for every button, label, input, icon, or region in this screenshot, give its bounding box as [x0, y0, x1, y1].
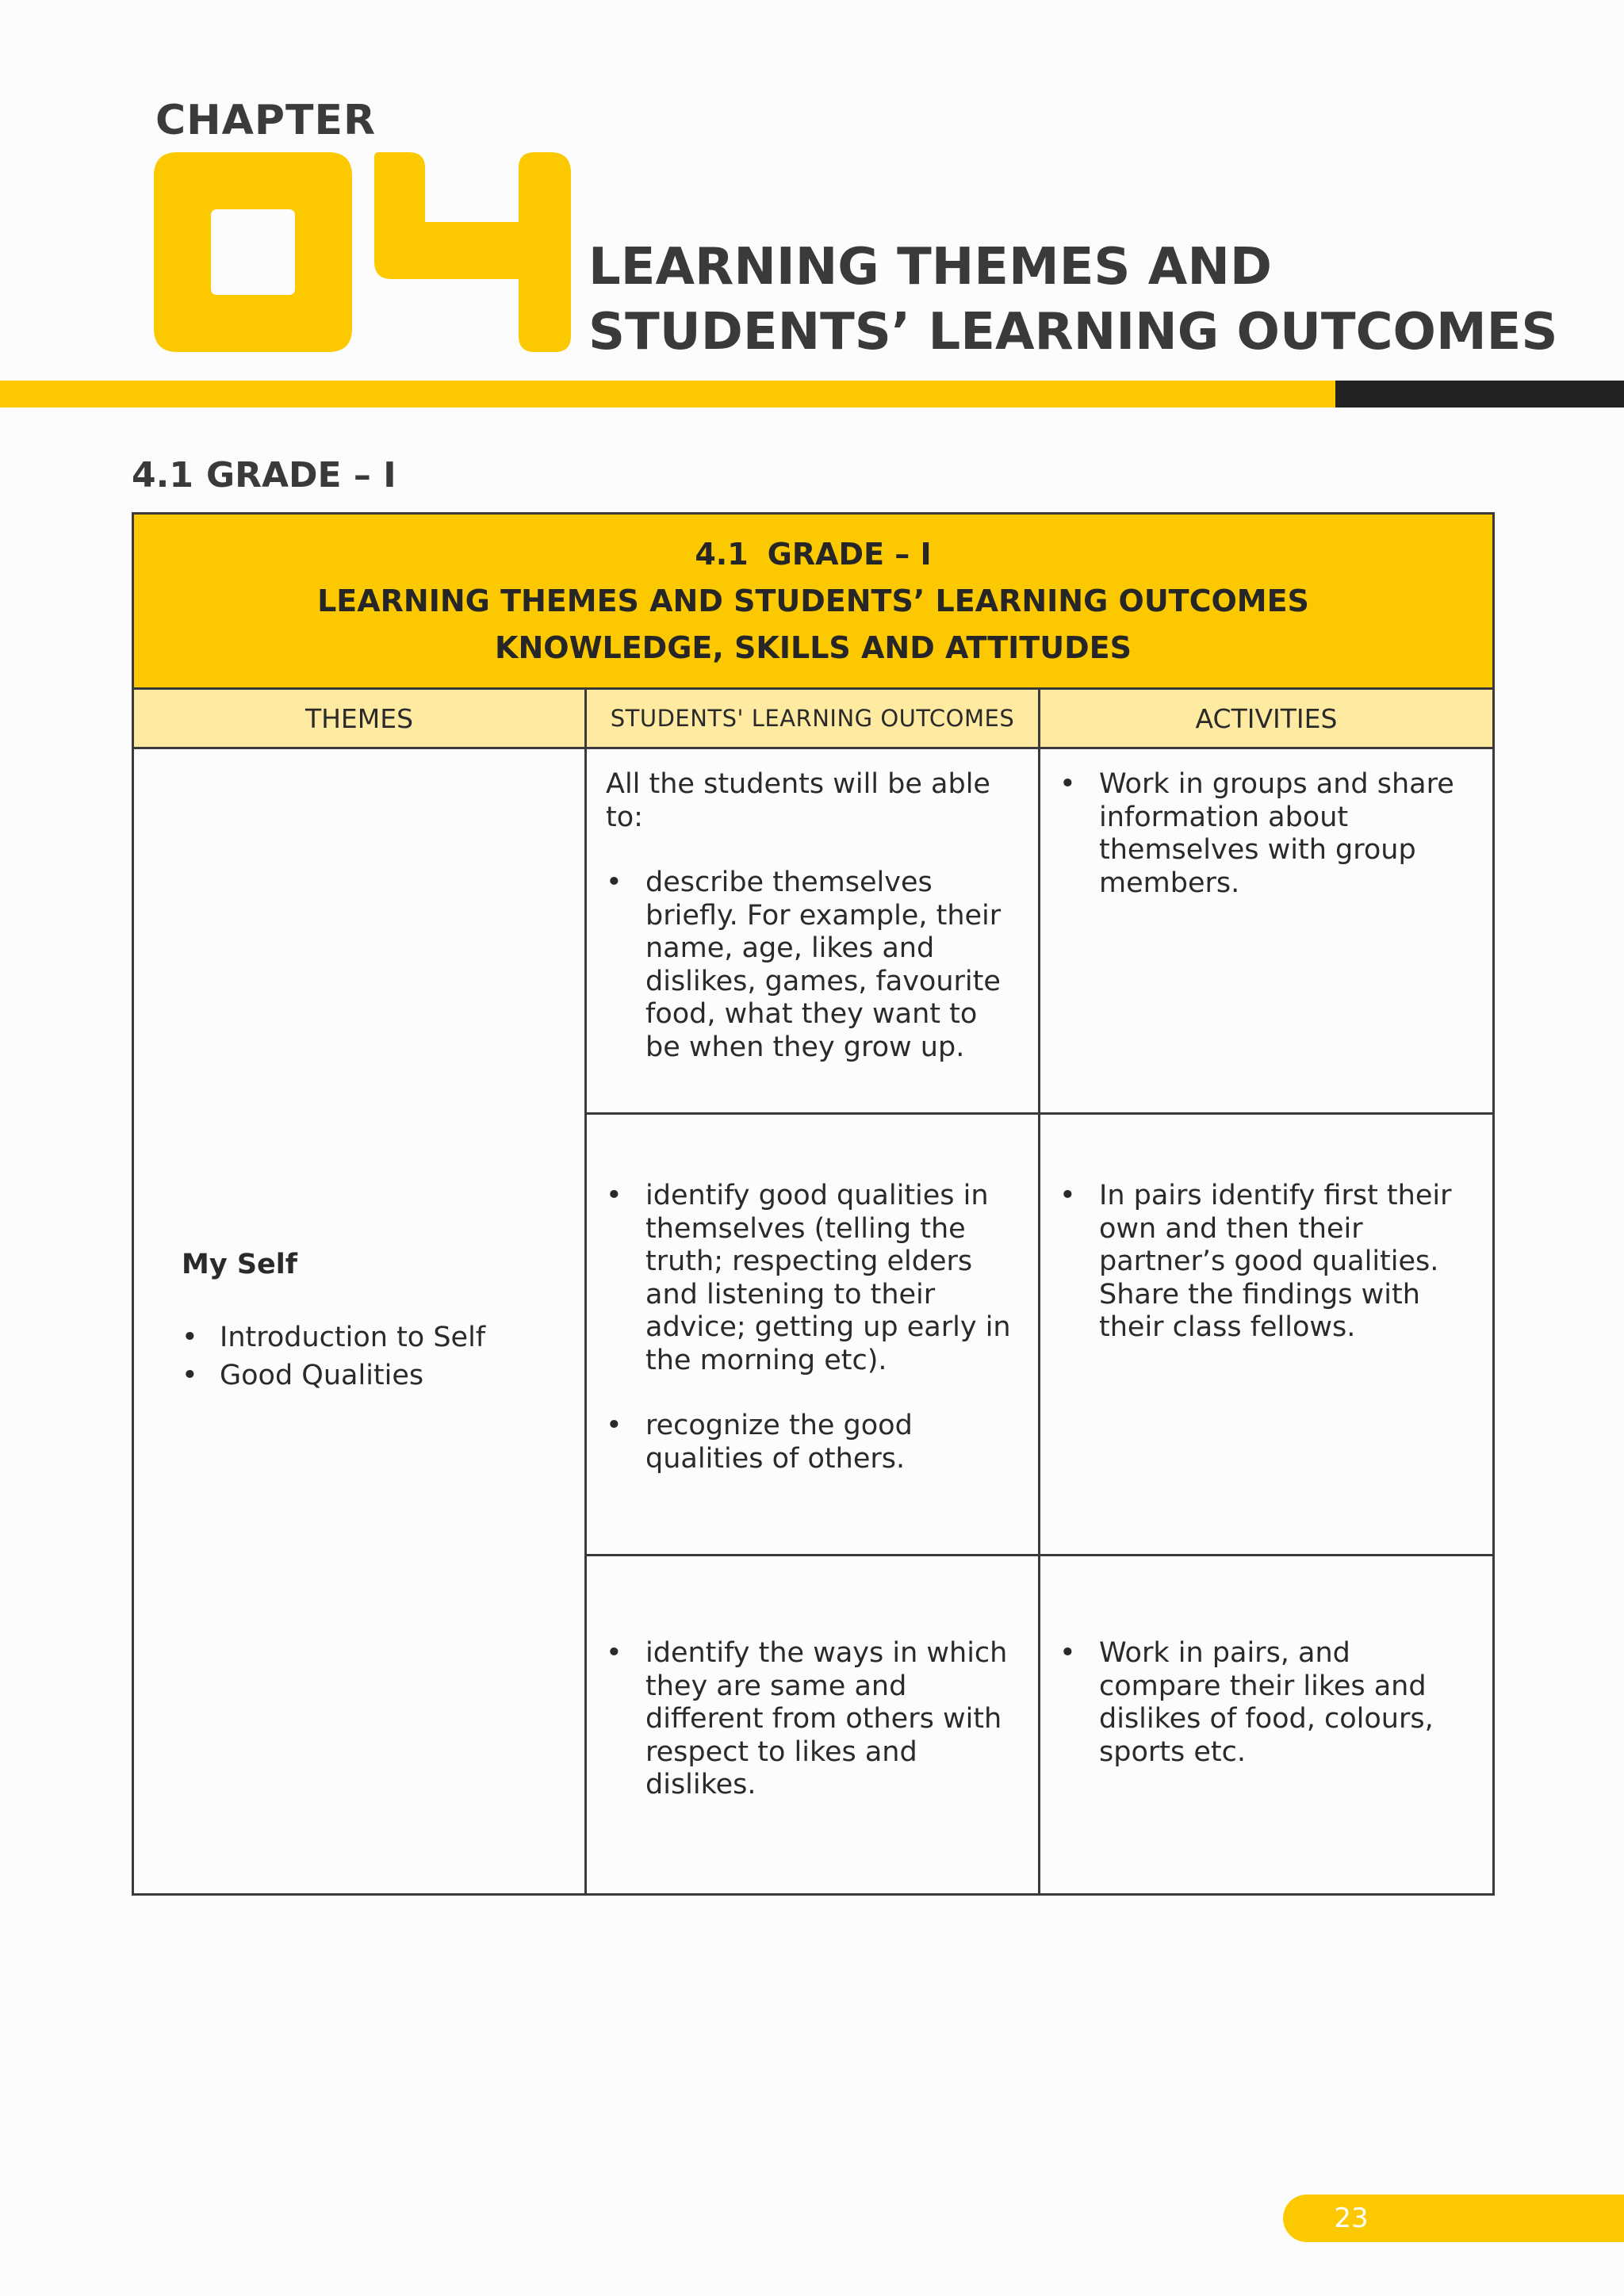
- outcome-cell-3: [586, 1556, 1040, 1895]
- outcome-cell-2: [586, 1114, 1040, 1556]
- activity-text: In pairs identify first their own and then their partner’s good qualities. Share the findings with their class fellows.: [1099, 1180, 1452, 1343]
- outcome-list: [606, 867, 1019, 1064]
- title-underline-yellow: [0, 381, 1335, 408]
- theme-item: [182, 1357, 584, 1395]
- activity-cell-2: [1040, 1114, 1494, 1556]
- banner-title: LEARNING THEMES AND STUDENTS’ LEARNING OUTCOMES: [317, 583, 1309, 618]
- chapter-title-line-1: LEARNING THEMES AND: [588, 238, 1272, 297]
- outcome-item: [606, 1180, 1019, 1377]
- banner-number: 4.1: [695, 536, 749, 572]
- activity-text: Work in pairs, and compare their likes and dislikes of food, colours, sports etc.: [1099, 1637, 1434, 1768]
- outcome-text: identify good qualities in themselves (telling the truth; respecting elders and listening to their advice; getting up early in the morning etc).: [645, 1180, 1011, 1376]
- section-number: 4.1: [132, 455, 193, 496]
- banner-grade: [135, 531, 1492, 578]
- activity-list: [1059, 768, 1473, 900]
- activity-list: [1059, 1180, 1473, 1345]
- column-header-outcomes: STUDENTS' LEARNING OUTCOMES: [586, 689, 1040, 748]
- theme-list: [182, 1318, 584, 1395]
- theme-title: My Self: [182, 1248, 297, 1280]
- bullet-icon: •: [606, 1180, 622, 1211]
- activity-list: [1059, 1637, 1473, 1769]
- banner-grade-label: GRADE – I: [767, 536, 932, 572]
- activity-text: Work in groups and share information about themselves with group members.: [1099, 768, 1454, 899]
- activity-cell-1: [1040, 748, 1494, 1114]
- chapter-digit-four: [374, 152, 571, 352]
- title-underline-dark: [1335, 381, 1624, 408]
- chapter-digit-zero: [154, 152, 352, 352]
- section-heading: [132, 453, 396, 498]
- table-banner: [133, 514, 1494, 689]
- bullet-icon: •: [182, 1359, 198, 1391]
- activity-item: [1059, 768, 1473, 900]
- outcome-item: [606, 1410, 1019, 1475]
- outcome-item: [606, 1637, 1019, 1802]
- outcome-cell-1: [586, 748, 1040, 1114]
- chapter-title: [588, 235, 1557, 365]
- chapter-label: CHAPTER: [155, 97, 377, 144]
- page-number: 23: [1334, 2202, 1369, 2234]
- theme-cell: [133, 748, 586, 1895]
- chapter-title-line-2: STUDENTS’ LEARNING OUTCOMES: [588, 303, 1558, 362]
- outcome-intro: All the students will be able to:: [606, 768, 990, 833]
- theme-item-text: Good Qualities: [220, 1359, 424, 1391]
- activity-cell-3: [1040, 1556, 1494, 1895]
- activity-item: [1059, 1180, 1473, 1345]
- bullet-icon: •: [606, 1637, 622, 1669]
- column-header-themes: THEMES: [133, 689, 586, 748]
- banner-subtitle: KNOWLEDGE, SKILLS AND ATTITUDES: [495, 629, 1132, 665]
- bullet-icon: •: [1059, 1637, 1076, 1669]
- outcome-text: identify the ways in which they are same and different from others with respect to likes and dislikes.: [645, 1637, 1008, 1800]
- bullet-icon: •: [182, 1321, 198, 1353]
- bullet-icon: •: [1059, 1180, 1076, 1211]
- bullet-icon: •: [1059, 768, 1076, 800]
- section-title: GRADE – I: [205, 455, 396, 496]
- outcome-text: recognize the good qualities of others.: [645, 1410, 913, 1475]
- learning-outcomes-table: [132, 512, 1495, 1896]
- outcome-list: [606, 1637, 1019, 1802]
- theme-item-text: Introduction to Self: [220, 1321, 486, 1353]
- chapter-number-graphic: [154, 149, 582, 355]
- outcome-item: [606, 867, 1019, 1064]
- column-header-activities: ACTIVITIES: [1040, 689, 1494, 748]
- bullet-icon: •: [606, 867, 622, 898]
- outcome-list: [606, 1180, 1019, 1475]
- outcome-text: describe themselves briefly. For example, their name, age, likes and dislikes, games, favourite food, what they want to be when they grow up.: [645, 867, 1002, 1063]
- activity-item: [1059, 1637, 1473, 1769]
- bullet-icon: •: [606, 1410, 622, 1441]
- theme-item: [182, 1318, 584, 1357]
